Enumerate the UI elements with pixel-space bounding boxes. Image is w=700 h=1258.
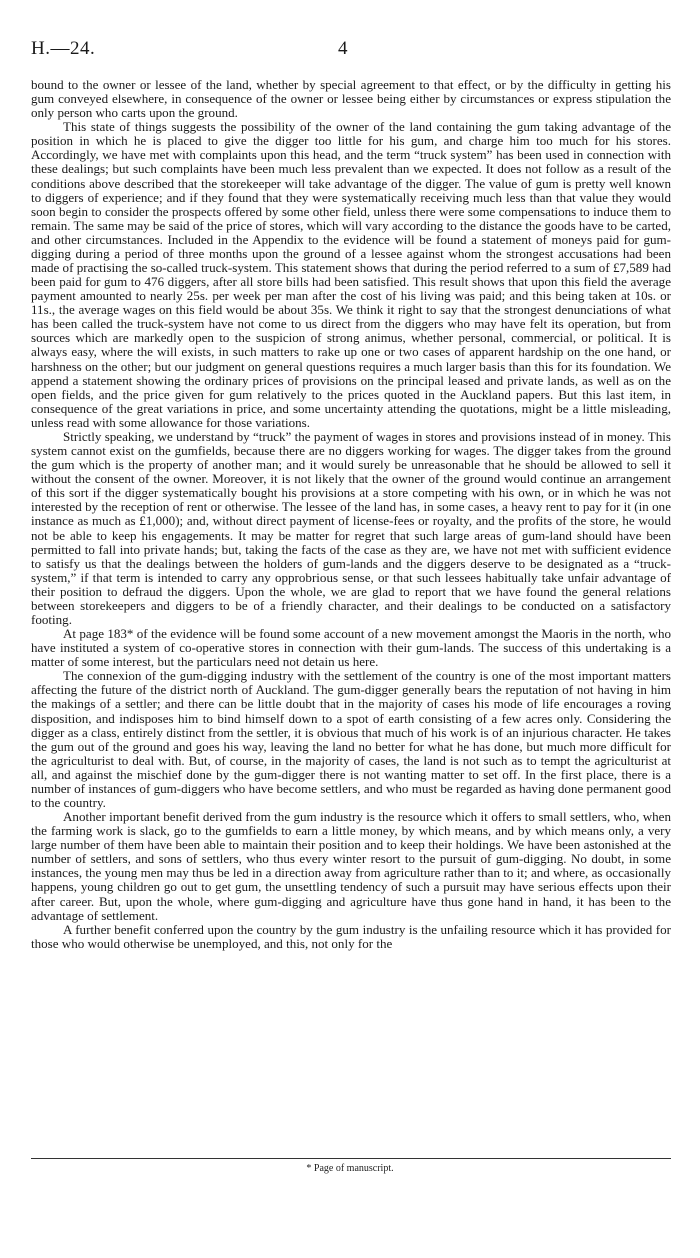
body-text xyxy=(31,78,671,951)
page-number: 4 xyxy=(338,38,348,59)
paragraph: At page 183* of the evidence will be found some account of a new movement amongst the Maoris in the north, who have instituted a system of co-operative stores in connection with their gum-lands. The success of this undertaking is a matter of some interest, but the particulars need not detain us here. xyxy=(31,626,671,670)
paragraph: Another important benefit derived from the gum industry is the resource which it offers to small settlers, who, when the farming work is slack, go to the gumfields to earn a little money, by which means, and by which means only, a very large number of them have been able to maintain their position and to keep their holdings. We have been astonished at the number of settlers, and sons of settlers, who thus every winter resort to the pursuit of gum-digging. No doubt, in some instances, the young men may thus be led in a direction away from agriculture rather than to it; and where, as occasionally happens, young children go out to get gum, the unsettling tendency of such a pursuit may have serious effects upon their after career. But, upon the whole, where gum-digging and agriculture have thus gone hand in hand, it has been to the advantage of settlement. xyxy=(31,809,671,923)
footnote-divider xyxy=(31,1158,671,1159)
paragraph: The connexion of the gum-digging industry with the settlement of the country is one of the most important matters affecting the future of the district north of Auckland. The gum-digger generally bears the reputation of not having in him the makings of a settler; and there can be little doubt that in the majority of cases his mode of life encourages a roving disposition, and indisposes him to bind himself down to a spot of earth consisting of a few acres only. Considering the digger as a class, entirely distinct from the settler, it is obvious that much of his work is of an injurious character. He takes the gum out of the ground and goes his way, leaving the land no better for what he has done, but much more difficult for the agriculturist to deal with. But, of course, in the majority of cases, the land is not such as to tempt the agriculturist at all, and against the mischief done by the gum-digger there is not wanting matter to set off. In the first place, there is a number of instances of gum-diggers who have become settlers, and who must be regarded as having done permanent good to the country. xyxy=(31,668,671,810)
page-header xyxy=(31,38,671,62)
paragraph: A further benefit conferred upon the country by the gum industry is the unfailing resource which it has provided for those who would otherwise be unemployed, and this, not only for the xyxy=(31,921,671,951)
paragraph: bound to the owner or lessee of the land, whether by special agreement to that effect, or by the difficulty in getting his gum conveyed elsewhere, in consequence of the owner or lessee being either by circumstances or express stipulation the only person who carts upon the ground. xyxy=(31,77,671,121)
paragraph: This state of things suggests the possibility of the owner of the land containing the gum taking advantage of the position in which he is placed to give the digger too little for his gum, and charge him too much for his stores. Accordingly, we have met with complaints upon this head, and the term “truck system” has been used in connection with these dealings; but such complaints have been much less prevalent than we expected. It does not follow as a result of the conditions above described that the storekeeper will take advantage of the digger. The value of gum is pretty well known to diggers of experience; and if they found that they were systematically receiving much less than that value they would soon begin to consider the prospects offered by some other field, unless there were some compensations to induce them to remain. The same may be said of the price of stores, which will vary according to the distance the goods have to be carted, and other circumstances. Included in the Appendix to the evidence will be found a statement of moneys paid for gum-digging during a period of three months upon the ground of a lessee against whom the strongest accusations had been made of practising the so-called truck-system. This statement shows that during the period referred to a sum of £7,589 had been paid for gum to 476 diggers, after all store bills had been satisfied. This result shows that upon this field the average payment amounted to nearly 25s. per week per man after the cost of his living was paid; and this being taken at 10s. or 11s., the average wages on this field would be about 35s. We think it right to say that the strongest denunciations of what has been called the truck-system have not come to us direct from the diggers who may have felt its operation, but from sources which are markedly open to the suspicion of strong animus, whether personal, commercial, or political. It is always easy, where the will exists, in such matters to rake up one or two cases of apparent hardship on the one hand, or harshness on the other; but our judgment on general questions requires a much larger basis than this for its foundation. We append a statement showing the ordinary prices of provisions on the principal leased and private lands, as well as on the open fields, and the price given for gum relatively to the prices quoted in the Auckland papers. But this last item, in consequence of the great variations in price, and some uncertainty attending the quotations, might be a little misleading, unless read with some allowance for those variations. xyxy=(31,119,671,430)
document-id: H.—24. xyxy=(31,38,96,59)
paragraph: Strictly speaking, we understand by “truck” the payment of wages in stores and provisions instead of in money. This system cannot exist on the gumfields, because there are no diggers working for wages. The digger takes from the ground the gum which is the property of another man; and it would surely be unreasonable that he should be allowed to sell it without the consent of the owner. Moreover, it is not likely that the owner of the ground would continue an arrangement of this sort if the digger systematically bought his provisions at a store competing with his own, or in which he was not interested by the reception of rent or otherwise. The lessee of the land has, in some cases, a heavy rent to pay for it (in one instance as much as £1,000); and, without direct payment of license-fees or royalty, and the profits of the store, he would not be able to keep his engagements. It may be matter for regret that such large areas of gum-land should have been permitted to fall into private hands; but, taking the facts of the case as they are, we have not met with sufficient evidence to satisfy us that the dealings between the holders of gum-lands and the diggers deserve to be designated as a “truck-system,” if that term is intended to carry any opprobrious sense, or that such lessees habitually take unfair advantage of their position to defraud the diggers. Upon the whole, we are glad to report that we have found the general relations between storekeepers and diggers to be of a friendly character, and their dealings to be conducted on a satisfactory footing. xyxy=(31,428,671,627)
footnote: * Page of manuscript. xyxy=(306,1163,394,1174)
